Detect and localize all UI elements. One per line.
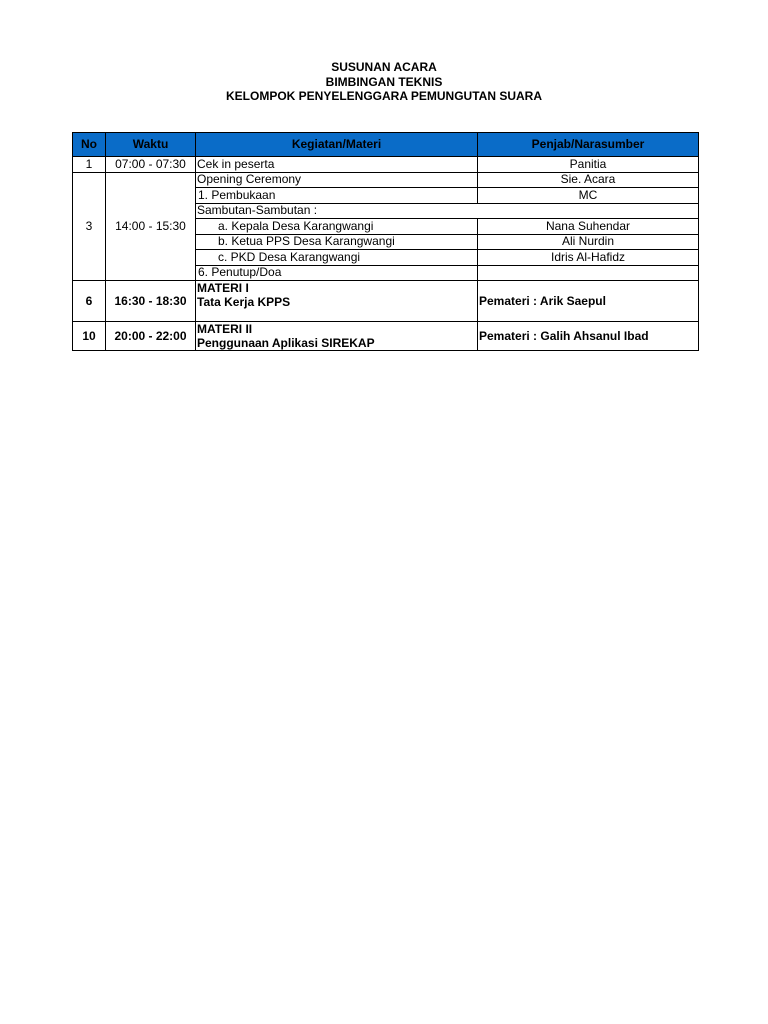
- row-kegiatan: Opening Ceremony: [196, 172, 478, 188]
- row-kegiatan: Sambutan-Sambutan :: [196, 203, 699, 219]
- row-penjab: Sie. Acara: [478, 172, 699, 188]
- row-kegiatan: c. PKD Desa Karangwangi: [196, 250, 478, 266]
- row-penjab: Panitia: [478, 157, 699, 173]
- title-line-2: BIMBINGAN TEKNIS: [325, 74, 443, 89]
- row-kegiatan: [196, 322, 478, 351]
- materi-title: Tata Kerja KPPS: [197, 295, 291, 309]
- row-no: 3: [73, 172, 106, 281]
- row-penjab: Ali Nurdin: [478, 234, 699, 250]
- materi-label: MATERI I: [197, 281, 249, 295]
- schedule-table: [72, 132, 699, 351]
- row-kegiatan: b. Ketua PPS Desa Karangwangi: [196, 234, 478, 250]
- row-kegiatan: Cek in peserta: [196, 157, 478, 173]
- column-header-kegiatan: Kegiatan/Materi: [196, 133, 478, 157]
- row-waktu: 20:00 - 22:00: [106, 322, 196, 351]
- row-waktu: 14:00 - 15:30: [106, 172, 196, 281]
- column-header-waktu: Waktu: [106, 133, 196, 157]
- row-kegiatan: a. Kepala Desa Karangwangi: [196, 219, 478, 235]
- row-no: 1: [73, 157, 106, 173]
- table-row: [73, 281, 699, 322]
- row-waktu: 07:00 - 07:30: [106, 157, 196, 173]
- document-title: [0, 60, 768, 104]
- row-kegiatan: 1. Pembukaan: [196, 188, 478, 204]
- row-penjab: Nana Suhendar: [478, 219, 699, 235]
- row-no: 10: [73, 322, 106, 351]
- row-penjab: [478, 265, 699, 281]
- row-kegiatan: [196, 281, 478, 322]
- column-header-no: No: [73, 133, 106, 157]
- table-row: [73, 172, 699, 188]
- title-line-3: KELOMPOK PENYELENGGARA PEMUNGUTAN SUARA: [225, 89, 542, 103]
- row-penjab: Pemateri : Galih Ahsanul Ibad: [478, 322, 699, 351]
- table-row: [73, 322, 699, 351]
- column-header-penjab: Penjab/Narasumber: [478, 133, 699, 157]
- row-kegiatan: 6. Penutup/Doa: [196, 265, 478, 281]
- row-waktu: 16:30 - 18:30: [106, 281, 196, 322]
- row-no: 6: [73, 281, 106, 322]
- title-line-1: SUSUNAN ACARA: [331, 60, 437, 74]
- materi-label: MATERI II: [197, 322, 253, 336]
- table-row: [73, 157, 699, 173]
- materi-title: Penggunaan Aplikasi SIREKAP: [197, 336, 375, 350]
- row-penjab: MC: [478, 188, 699, 204]
- table-header-row: [73, 133, 699, 157]
- row-penjab: Idris Al-Hafidz: [478, 250, 699, 266]
- row-penjab: Pemateri : Arik Saepul: [478, 281, 699, 322]
